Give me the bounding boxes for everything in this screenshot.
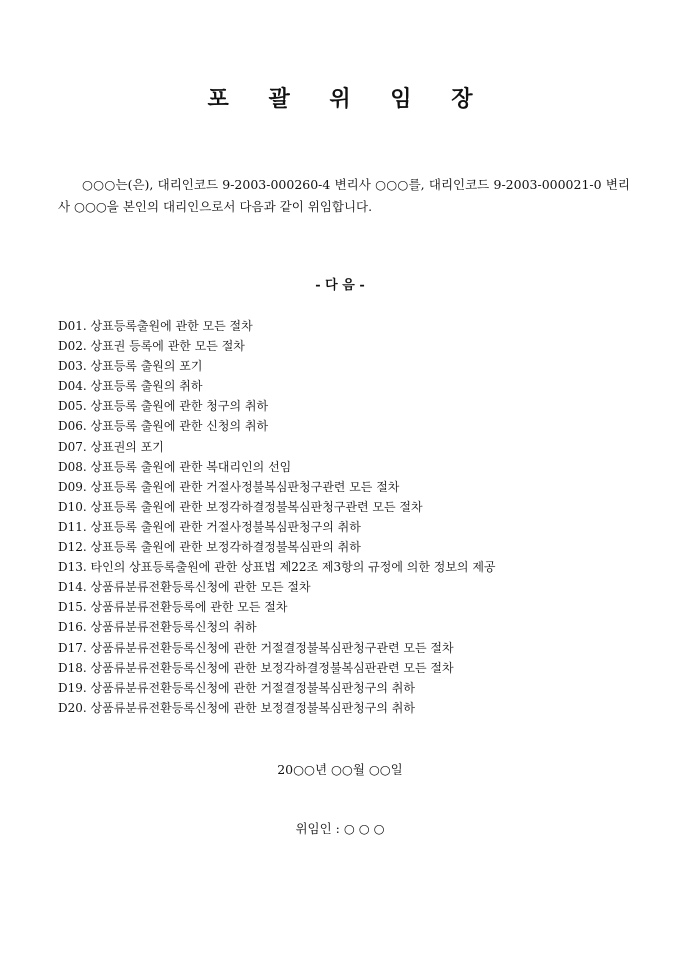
delegation-item: D05. 상표등록 출원에 관한 청구의 취하 <box>58 399 269 414</box>
delegation-item: D01. 상표등록출원에 관한 모든 절차 <box>58 319 253 333</box>
delegation-item: D11. 상표등록 출원에 관한 거절사정불복심판청구의 취하 <box>58 519 361 534</box>
delegation-item: D06. 상표등록 출원에 관한 신청의 취하 <box>58 419 269 434</box>
delegation-item: D02. 상표권 등록에 관한 모든 절차 <box>58 339 245 354</box>
delegation-item: D08. 상표등록 출원에 관한 복대리인의 선임 <box>58 459 292 474</box>
delegation-item: D12. 상표등록 출원에 관한 보정각하결정불복심판의 취하 <box>58 540 361 555</box>
delegation-item: D10. 상표등록 출원에 관한 보정각하결정불복심판청구관련 모든 절차 <box>58 499 423 514</box>
delegation-item: D20. 상품류분류전환등록신청에 관한 보정결정불복심판청구의 취하 <box>58 700 415 715</box>
intro-paragraph: ○○○는(은), 대리인코드 9-2003-000260-4 변리사 ○○○를, 대리인코드 9-2003-000021-0 변리사 ○○○을 본인의 대리인으로서 다음과 같이 위임합니다. <box>58 177 630 214</box>
document-date: 20○○년 ○○월 ○○일 <box>277 762 403 777</box>
delegation-item: D18. 상품류분류전환등록신청에 관한 보정각하결정불복심판관련 모든 절차 <box>58 660 454 675</box>
delegation-item: D19. 상품류분류전환등록신청에 관한 거절결정불복심판청구의 취하 <box>58 680 415 695</box>
delegation-item: D16. 상품류분류전환등록신청의 취하 <box>58 620 257 635</box>
delegation-item: D15. 상품류분류전환등록에 관한 모든 절차 <box>58 600 288 615</box>
delegation-item: D07. 상표권의 포기 <box>58 439 164 454</box>
delegation-item-list <box>58 316 496 718</box>
delegation-item: D03. 상표등록 출원의 포기 <box>58 359 203 374</box>
delegation-item: D17. 상품류분류전환등록신청에 관한 거절결정불복심판청구관련 모든 절차 <box>58 640 454 655</box>
delegation-item: D09. 상표등록 출원에 관한 거절사정불복심판청구관련 모든 절차 <box>58 479 400 494</box>
delegator-signature-line: 위임인 : ○ ○ ○ <box>295 821 385 836</box>
delegation-item: D04. 상표등록 출원의 취하 <box>58 379 203 394</box>
delegation-item: D14. 상품류분류전환등록신청에 관한 모든 절차 <box>58 580 311 595</box>
section-heading: - 다 음 - <box>315 278 365 293</box>
delegation-item: D13. 타인의 상표등록출원에 관한 상표법 제22조 제3항의 규정에 의한 정보의 제공 <box>58 560 496 575</box>
document-title: 포 괄 위 임 장 <box>207 86 489 112</box>
